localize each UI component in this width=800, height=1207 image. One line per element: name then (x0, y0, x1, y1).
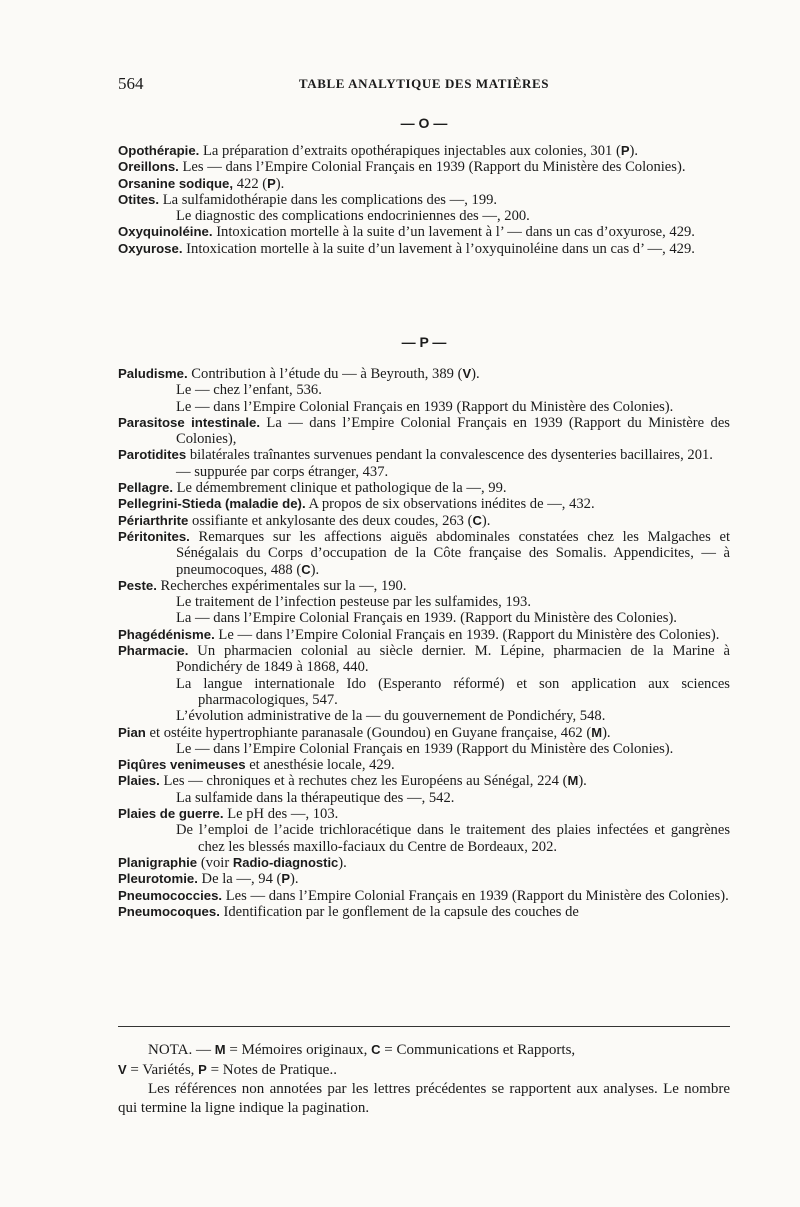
index-section-p (118, 366, 730, 920)
entry-text: Remarques sur les affections aiguës abdominales constatées chez les Malgaches et Sénégalais du Corps d’occupation de la Côte française des Somalis. Appendicites, — à pneumocoques, 488 ( (176, 528, 730, 578)
entry-code: M (567, 773, 579, 789)
entry-text: Intoxication mortelle à la suite d’un lavement à l’ — dans un cas d’oxyurose, 429. (216, 224, 695, 241)
entry-heading: Orsanine sodique, (118, 175, 234, 191)
entry-text: ). (338, 854, 347, 871)
entry-text: Identification par le gonflement de la capsule des couches de (223, 903, 579, 920)
entry-heading: Pneumocoques. (118, 903, 220, 919)
entry-heading: Otites. (118, 191, 160, 207)
entry-text: ). (310, 561, 320, 578)
code-m: M (214, 1042, 226, 1057)
entry-text: ossifiante et ankylosante des deux coudes, 263 ( (192, 512, 473, 529)
index-entry (118, 757, 730, 773)
index-entry (118, 643, 730, 676)
index-entry (118, 888, 730, 904)
code-p: P (198, 1062, 207, 1077)
entry-text: Le pH des —, 103. (227, 806, 339, 823)
code-v: V (118, 1062, 127, 1077)
nota-explanation: Les références non annotées par les lettres précédentes se rapportent aux analyses. Le nombre qui termine la ligne indique la pagination. (118, 1081, 730, 1116)
entry-heading: Péritonites. (118, 528, 190, 544)
index-subentry: La langue internationale Ido (Esperanto réformé) et son application aux sciences pharmacologiques, 547. (176, 675, 730, 708)
entry-heading: Oxyurose. (118, 240, 183, 256)
index-entry (118, 159, 730, 175)
code-c-meaning: = Communications et Rapports, (380, 1042, 576, 1058)
index-entry (118, 415, 730, 448)
entry-text: et anesthésie locale, 429. (249, 757, 395, 774)
entry-text: La préparation d’extraits opothérapiques injectables aux colonies, 301 ( (203, 143, 621, 159)
index-entry (118, 725, 730, 741)
entry-text: A propos de six observations inédites de —, 432. (308, 496, 595, 513)
entry-heading: Planigraphie (118, 854, 198, 870)
footnote-rule (118, 1026, 730, 1027)
index-subentry: Le traitement de l’infection pesteuse par les sulfamides, 193. (176, 594, 531, 611)
entry-text: ). (290, 871, 299, 888)
entry-heading: Paludisme. (118, 366, 188, 381)
index-subentry: Le diagnostic des complications endocriniennes des —, 200. (176, 208, 530, 225)
index-entry (118, 143, 730, 159)
entry-heading: Phagédénisme. (118, 626, 215, 642)
entry-heading: Peste. (118, 577, 157, 593)
entry-text: ). (471, 366, 480, 382)
entry-text: Les — chroniques et à rechutes chez les Européens au Sénégal, 224 ( (163, 773, 568, 790)
index-subentry: De l’emploi de l’acide trichloracétique dans le traitement des plaies infectées et gangrènes chez les blessés maxillo-faciaux du Centre de Bordeaux, 202. (176, 822, 730, 855)
entry-code: C (301, 561, 311, 577)
index-entry (118, 855, 730, 871)
entry-text: La sulfamidothérapie dans les complications des —, 199. (162, 191, 498, 208)
entry-text: ). (275, 175, 285, 192)
entry-heading: Pleurotomie. (118, 871, 198, 887)
entry-text: La — dans l’Empire Colonial Français en 1939 (Rapport du Ministère des Colonies), (176, 414, 730, 448)
entry-heading: Oreillons. (118, 159, 179, 175)
code-p-meaning: = Notes de Pratique.. (206, 1062, 337, 1078)
index-entry (118, 496, 730, 512)
index-entry (118, 773, 730, 789)
index-entry (118, 224, 730, 240)
entry-code: V (462, 366, 472, 381)
index-subentry: La — dans l’Empire Colonial Français en 1939. (Rapport du Ministère des Colonies). (176, 610, 677, 627)
entry-text: et ostéite hypertrophiante paranasale (Goundou) en Guyane française, 462 ( (149, 724, 592, 741)
nota-legend-2 (118, 1060, 730, 1080)
entry-text: ). (578, 773, 587, 790)
entry-text: Un pharmacien colonial au siècle dernier. M. Lépine, pharmacien de la Marine à Pondichéry de 1849 à 1868, 440. (176, 643, 730, 676)
entry-text: De la —, 94 ( (201, 871, 282, 888)
nota-legend (118, 1040, 730, 1060)
entry-code: P (267, 175, 276, 191)
entry-heading: Piqûres venimeuses (118, 757, 246, 773)
entry-text: Intoxication mortelle à la suite d’un lavement à l’oxyquinoléine dans un cas d’ —, 429. (186, 240, 695, 257)
index-subentry: Le — chez l’enfant, 536. (176, 382, 322, 399)
index-entry (118, 627, 730, 643)
index-entry (118, 578, 730, 594)
entry-text: bilatérales traînantes survenues pendant la convalescence des dysenteries bacillaires, 201. (189, 447, 713, 464)
index-subentry: La sulfamide dans la thérapeutique des —, 542. (176, 789, 455, 806)
index-entry (118, 241, 730, 257)
index-section-o (118, 143, 730, 257)
entry-heading: Parotidites (118, 447, 187, 463)
index-entry (118, 529, 730, 578)
index-entry (118, 904, 730, 920)
code-v-meaning: = Variétés, (126, 1062, 199, 1078)
index-subentry: — suppurée par corps étranger, 437. (176, 463, 389, 480)
index-entry (118, 806, 730, 822)
entry-text: Contribution à l’étude du — à Beyrouth, 389 ( (191, 366, 463, 382)
index-entry (118, 513, 730, 529)
index-entry (118, 192, 730, 208)
entry-heading: Opothérapie. (118, 143, 200, 158)
entry-code: M (591, 724, 603, 740)
page-header (118, 74, 730, 96)
index-entry (118, 366, 730, 382)
entry-code: P (620, 143, 630, 158)
section-letter-o: — O — (400, 115, 448, 131)
entry-heading: Oxyquinoléine. (118, 224, 213, 240)
index-entry (118, 480, 730, 496)
nota-block (118, 1040, 730, 1118)
entry-text: ). (481, 512, 491, 529)
nota-label: NOTA. — (148, 1042, 215, 1058)
entry-text: Recherches expérimentales sur la —, 190. (160, 577, 407, 594)
entry-heading: Pellagre. (118, 480, 173, 496)
entry-text: ). (602, 724, 611, 741)
entry-text: Les — dans l’Empire Colonial Français en 1939 (Rapport du Ministère des Colonies). (182, 159, 686, 176)
entry-heading: Plaies de guerre. (118, 806, 224, 822)
index-subentry: Le — dans l’Empire Colonial Français en 1939 (Rapport du Ministère des Colonies). (176, 398, 674, 415)
index-entry (118, 176, 730, 192)
entry-heading: Pian (118, 724, 146, 740)
entry-text: (voir (200, 854, 233, 871)
index-entry (118, 447, 730, 463)
code-m-meaning: = Mémoires originaux, (225, 1042, 372, 1058)
entry-text: Les — dans l’Empire Colonial Français en 1939 (Rapport du Ministère des Colonies). (225, 887, 729, 904)
running-title: TABLE ANALYTIQUE DES MATIÈRES (298, 76, 550, 91)
index-entry (118, 871, 730, 887)
entry-text: 422 ( (236, 175, 268, 192)
entry-heading: Parasitose intestinale. (118, 414, 261, 430)
entry-heading: Plaies. (118, 773, 160, 789)
entry-code: C (472, 512, 482, 528)
index-subentry: L’évolution administrative de la — du gouvernement de Pondichéry, 548. (176, 708, 606, 725)
entry-code: P (281, 871, 291, 887)
entry-code: Radio-diagnostic (232, 854, 339, 870)
index-subentry: Le — dans l’Empire Colonial Français en 1939 (Rapport du Ministère des Colonies). (176, 740, 674, 757)
section-letter-p: — P — (401, 334, 447, 350)
entry-text: ). (629, 143, 638, 159)
entry-heading: Pneumococcies. (118, 887, 223, 903)
entry-heading: Pharmacie. (118, 643, 189, 659)
entry-text: Le — dans l’Empire Colonial Français en 1939. (Rapport du Ministère des Colonies). (218, 626, 720, 643)
entry-text: Le démembrement clinique et pathologique de la —, 99. (176, 480, 507, 497)
page-number: 564 (118, 74, 144, 93)
entry-heading: Pellegrini-Stieda (maladie de). (118, 496, 306, 512)
entry-heading: Périarthrite (118, 512, 189, 528)
code-c: C (371, 1042, 381, 1057)
